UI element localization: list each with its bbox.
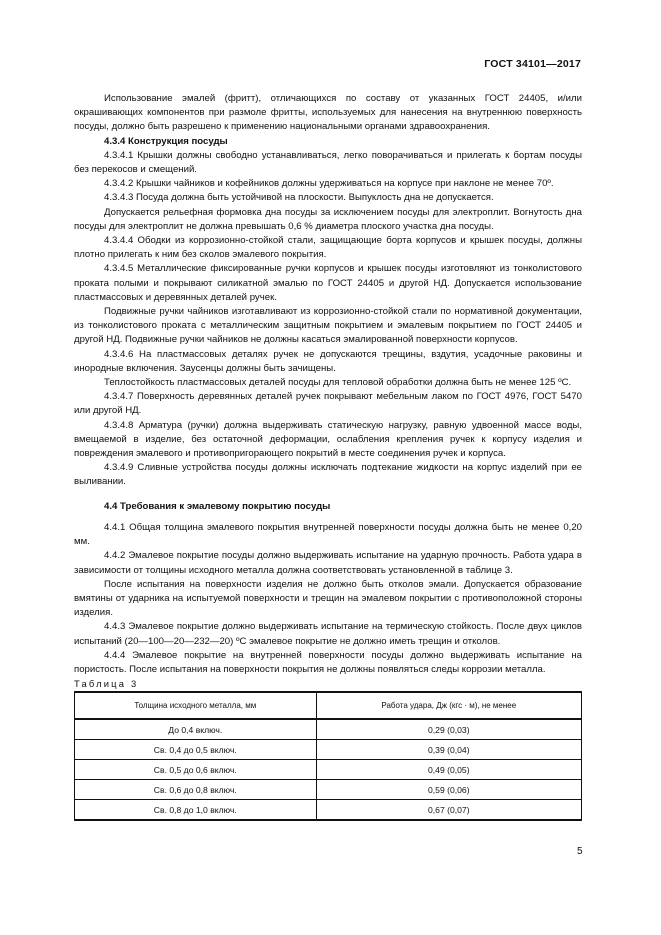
table-row [75,740,582,760]
paragraph: 4.4.3 Эмалевое покрытие должно выдерживать испытание на термическую стойкость. После двух циклов испытаний (20—100—20—232—20) ºС эмалевое покрытие не должно иметь трещин и отколов. [74,621,582,647]
paragraph: 4.3.4.8 Арматура (ручки) должна выдерживать статическую нагрузку, равную удвоенной массе воды, вмещаемой в изделие, без остаточной деформации, ослабления крепления ручек к корпусу изделия и повреждения эмалевого и противопригорающего покрытий в месте соединения ручек и корпуса. [74,419,582,460]
table-cell: Св. 0,8 до 1,0 включ. [75,800,317,821]
paragraph: 4.3.4.6 На пластмассовых деталях ручек не допускаются трещины, вздутия, усадочные раковины и инородные включения. Заусенцы должны быть зачищены. [74,348,582,374]
paragraph: Подвижные ручки чайников изготавливают из коррозионно-стойкой стали по нормативной документации, из тонколистового проката с металлическим защитным покрытием и эмалевым покрытием по ГОСТ 24405 и другой НД. Подвижные ручки чайников не должны касаться эмалированной поверхности корпусов. [74,306,582,346]
paragraph: 4.3.4.4 Ободки из коррозионно-стойкой стали, защищающие борта корпусов и крышек посуды, должны плотно прилегать к ним без сколов эмалевого покрытия. [74,235,582,261]
document-body [74,92,582,821]
table-cell: До 0,4 включ. [75,719,317,740]
table-row [75,719,582,740]
table-cell: Св. 0,4 до 0,5 включ. [75,740,317,760]
paragraph: 4.4.4 Эмалевое покрытие на внутренней поверхности посуды должно выдерживать испытание на пористость. После испытания на поверхности покрытия не должны появляться следы коррозии металла. [74,649,582,675]
page-number: 5 [577,846,583,857]
paragraph: Использование эмалей (фритт), отличающихся по составу от указанных ГОСТ 24405, и/или окрашивающих компонентов при размоле фритты, используемых для нанесения на внутреннюю поверхность посуды, должно быть разрешено к применению национальными органами здравоохранения. [74,93,582,133]
paragraph: 4.3.4.2 Крышки чайников и кофейников должны удерживаться на корпусе при наклоне не менее 70º. [104,178,554,190]
paragraph: 4.3.4.9 Сливные устройства посуды должны исключать подтекание жидкости на корпус изделий при ее выливании. [74,462,582,488]
table-caption: Таблица 3 [74,678,139,690]
column-header: Толщина исходного металла, мм [75,692,317,719]
paragraph: Теплостойкость пластмассовых деталей посуды для тепловой обработки должна быть не менее 125 ºС. [104,377,572,389]
table-cell: Св. 0,6 до 0,8 включ. [75,780,317,800]
table-row [75,780,582,800]
section-heading: 4.4 Требования к эмалевому покрытию посуды [104,500,331,512]
paragraph: 4.3.4.5 Металлические фиксированные ручки корпусов и крышек посуды изготовляют из тонколистового проката полыми и покрывают силикатной эмалью по ГОСТ 24405 и другой НД. Допускается использование пластмассовых и деревянных деталей ручек. [74,263,582,303]
paragraph: 4.4.1 Общая толщина эмалевого покрытия внутренней поверхности посуды должна быть не менее 0,20 мм. [74,521,582,548]
table-row [75,800,582,821]
paragraph: 4.4.2 Эмалевое покрытие посуды должно выдерживать испытание на ударную прочность. Работа удара в зависимости от толщины исходного металла должна соответствовать установленной в таблице 3. [74,550,582,576]
paragraph: 4.3.4.7 Поверхность деревянных деталей ручек покрывают мебельным лаком по ГОСТ 4976, ГОСТ 5470 или другой НД. [74,391,582,417]
table-cell: 0,49 (0,05) [316,760,581,780]
document-header-standard: ГОСТ 34101—2017 [484,58,581,70]
column-header: Работа удара, Дж (кгс · м), не менее [316,692,581,719]
table-cell: Св. 0,5 до 0,6 включ. [75,760,317,780]
paragraph: После испытания на поверхности изделия не должно быть отколов эмали. Допускается образование вмятины от ударника на испытуемой поверхности и трещин на эмалевом покрытии с противоположной стороны изделия. [74,578,582,619]
table-cell: 0,39 (0,04) [316,740,581,760]
section-heading: 4.3.4 Конструкция посуды [104,135,228,147]
table-cell: 0,67 (0,07) [316,800,581,821]
table-cell: 0,59 (0,06) [316,780,581,800]
table-header-row [75,692,582,719]
impact-table [74,691,582,821]
paragraph: 4.3.4.3 Посуда должна быть устойчивой на плоскости. Выпуклость дна не допускается. [104,192,494,204]
table-row [75,760,582,780]
paragraph: Допускается рельефная формовка дна посуды за исключением посуды для электроплит. Вогнутость дна посуды для электроплит не должна превышать 0,6 % диаметра плоского участка дна посуды. [74,206,582,232]
table-cell: 0,29 (0,03) [316,719,581,740]
paragraph: 4.3.4.1 Крышки должны свободно устанавливаться, легко поворачиваться и прилегать к бортам посуды без перекосов и смещений. [74,149,582,176]
